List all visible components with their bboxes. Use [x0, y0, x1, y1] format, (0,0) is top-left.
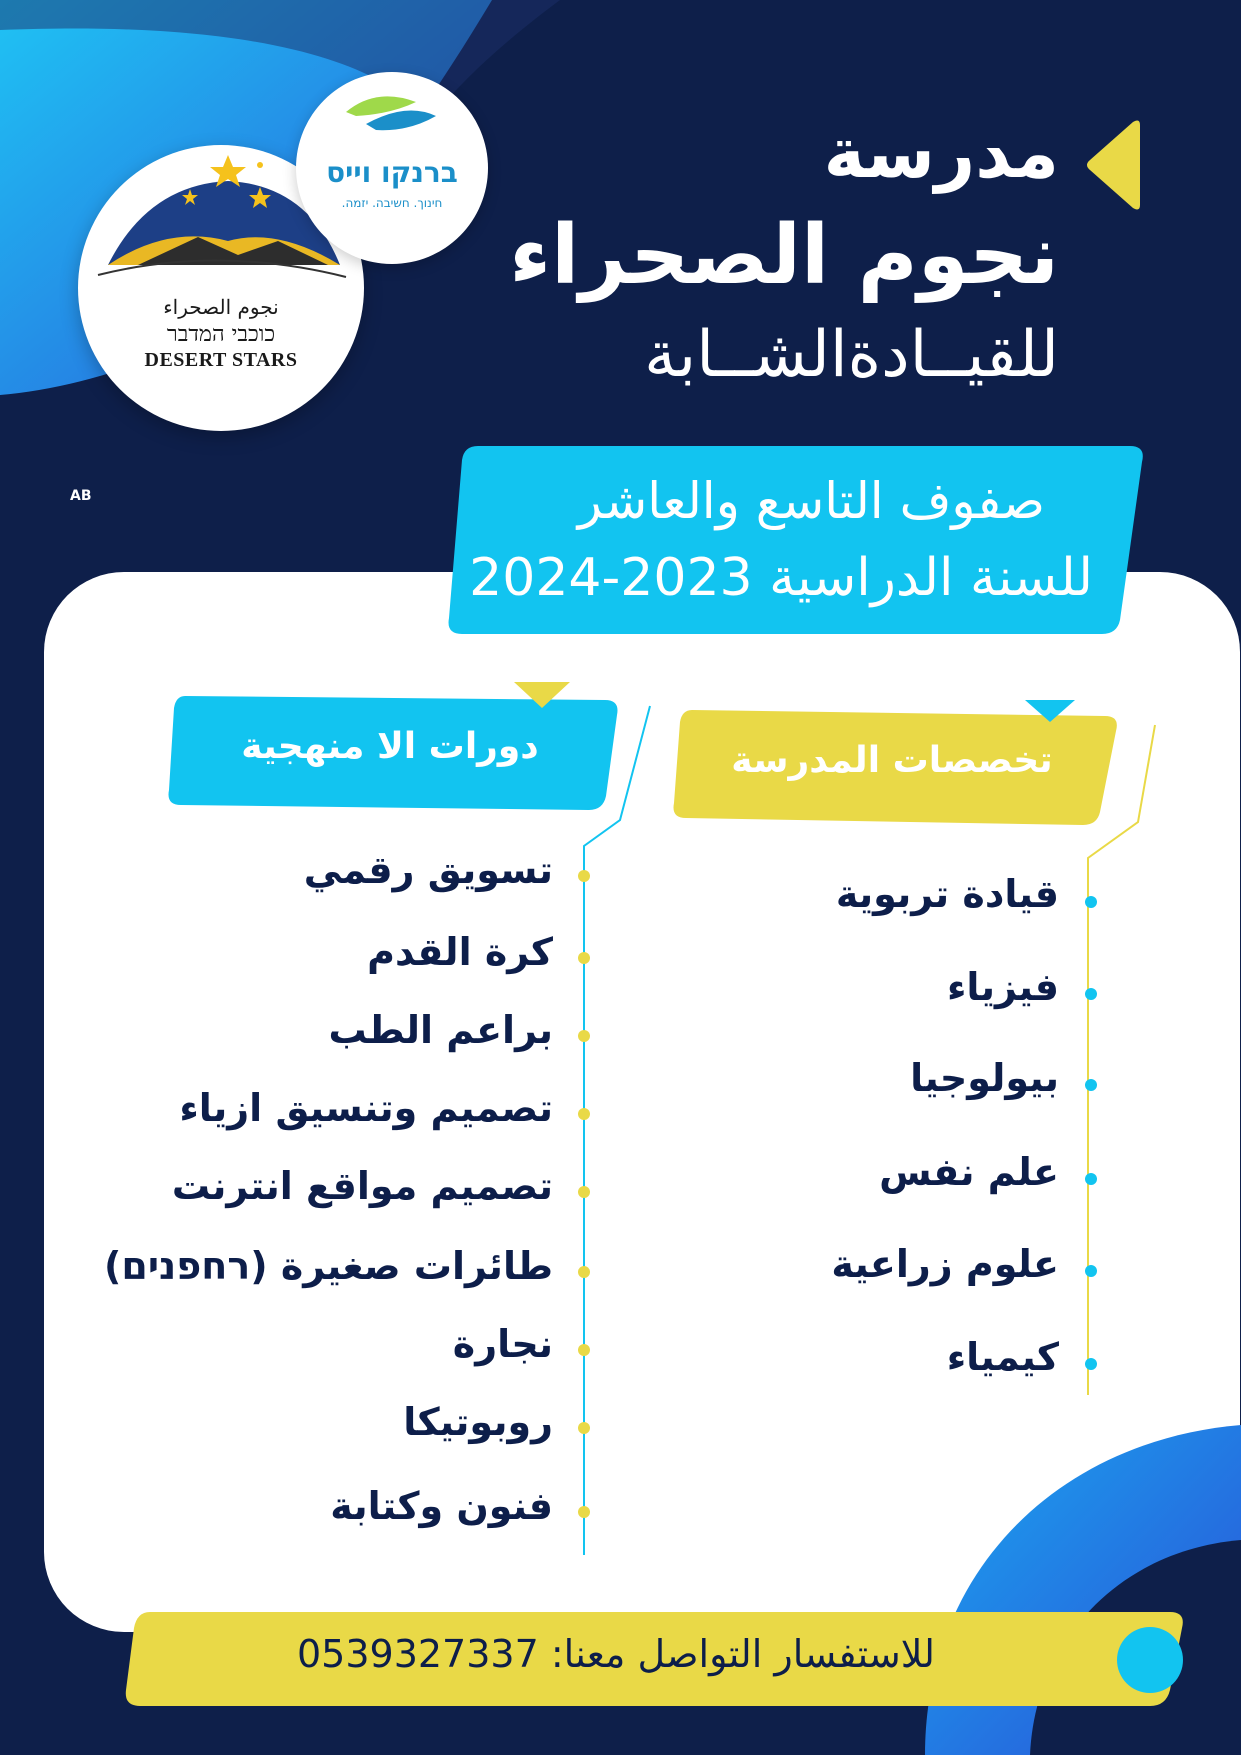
list-bullet — [578, 1186, 590, 1198]
specialization-item: فيزياء — [947, 965, 1059, 1009]
title-school: مدرسة — [823, 112, 1059, 194]
list-bullet — [578, 1422, 590, 1434]
specialization-item: علم نفس — [879, 1150, 1059, 1194]
list-bullet — [1085, 1358, 1097, 1370]
specializations-header: تخصصات المدرسة — [731, 740, 1053, 781]
branco-weiss-name: ברנקו וייס — [326, 156, 458, 189]
course-item: تسويق رقمي — [303, 848, 553, 892]
desert-stars-arabic: نجوم الصحراء — [163, 295, 279, 319]
banner-year: للسنة الدراسية 2023-2024 — [469, 548, 1093, 608]
list-bullet — [1085, 896, 1097, 908]
list-bullet — [1085, 1079, 1097, 1091]
list-bullet — [1085, 1265, 1097, 1277]
desert-stars-english: DESERT STARS — [144, 349, 298, 371]
list-bullet — [578, 1344, 590, 1356]
branco-weiss-logo — [296, 72, 488, 264]
extracurricular-header: دورات الا منهجية — [241, 726, 539, 767]
list-bullet — [578, 1266, 590, 1278]
title-subtitle: للقيــادةالشــابة — [644, 318, 1059, 392]
list-bullet — [578, 1108, 590, 1120]
list-bullet — [578, 1506, 590, 1518]
list-bullet — [1085, 988, 1097, 1000]
course-item: تصميم وتنسيق ازياء — [179, 1086, 553, 1130]
list-bullet — [578, 952, 590, 964]
course-item: تصميم مواقع انترنت — [171, 1164, 553, 1208]
list-bullet — [578, 870, 590, 882]
course-item: فنون وكتابة — [330, 1484, 553, 1528]
course-item: طائرات صغيرة (רחפנים) — [104, 1244, 553, 1288]
specialization-item: علوم زراعية — [831, 1242, 1059, 1286]
course-item: روبوتيكا — [403, 1400, 553, 1444]
desert-stars-hebrew: כוכבי המדבר — [166, 322, 276, 347]
specialization-item: قيادة تربوية — [835, 872, 1059, 916]
contact-info: للاستفسار التواصل معنا: 0539327337 — [297, 1632, 935, 1676]
designer-mark: AB — [70, 488, 92, 504]
list-bullet — [1085, 1173, 1097, 1185]
course-item: نجارة — [452, 1322, 553, 1366]
title-school-name: نجوم الصحراء — [509, 208, 1059, 303]
specialization-item: بيولوجيا — [910, 1056, 1059, 1100]
leaf-icon — [296, 72, 488, 152]
banner-grades: صفوف التاسع والعاشر — [577, 472, 1045, 530]
specialization-item: كيمياء — [946, 1335, 1059, 1379]
course-item: كرة القدم — [367, 930, 553, 974]
course-item: براعم الطب — [328, 1008, 553, 1052]
list-bullet — [578, 1030, 590, 1042]
branco-weiss-tagline: חינוך. חשיבה. יזמה. — [341, 196, 443, 210]
